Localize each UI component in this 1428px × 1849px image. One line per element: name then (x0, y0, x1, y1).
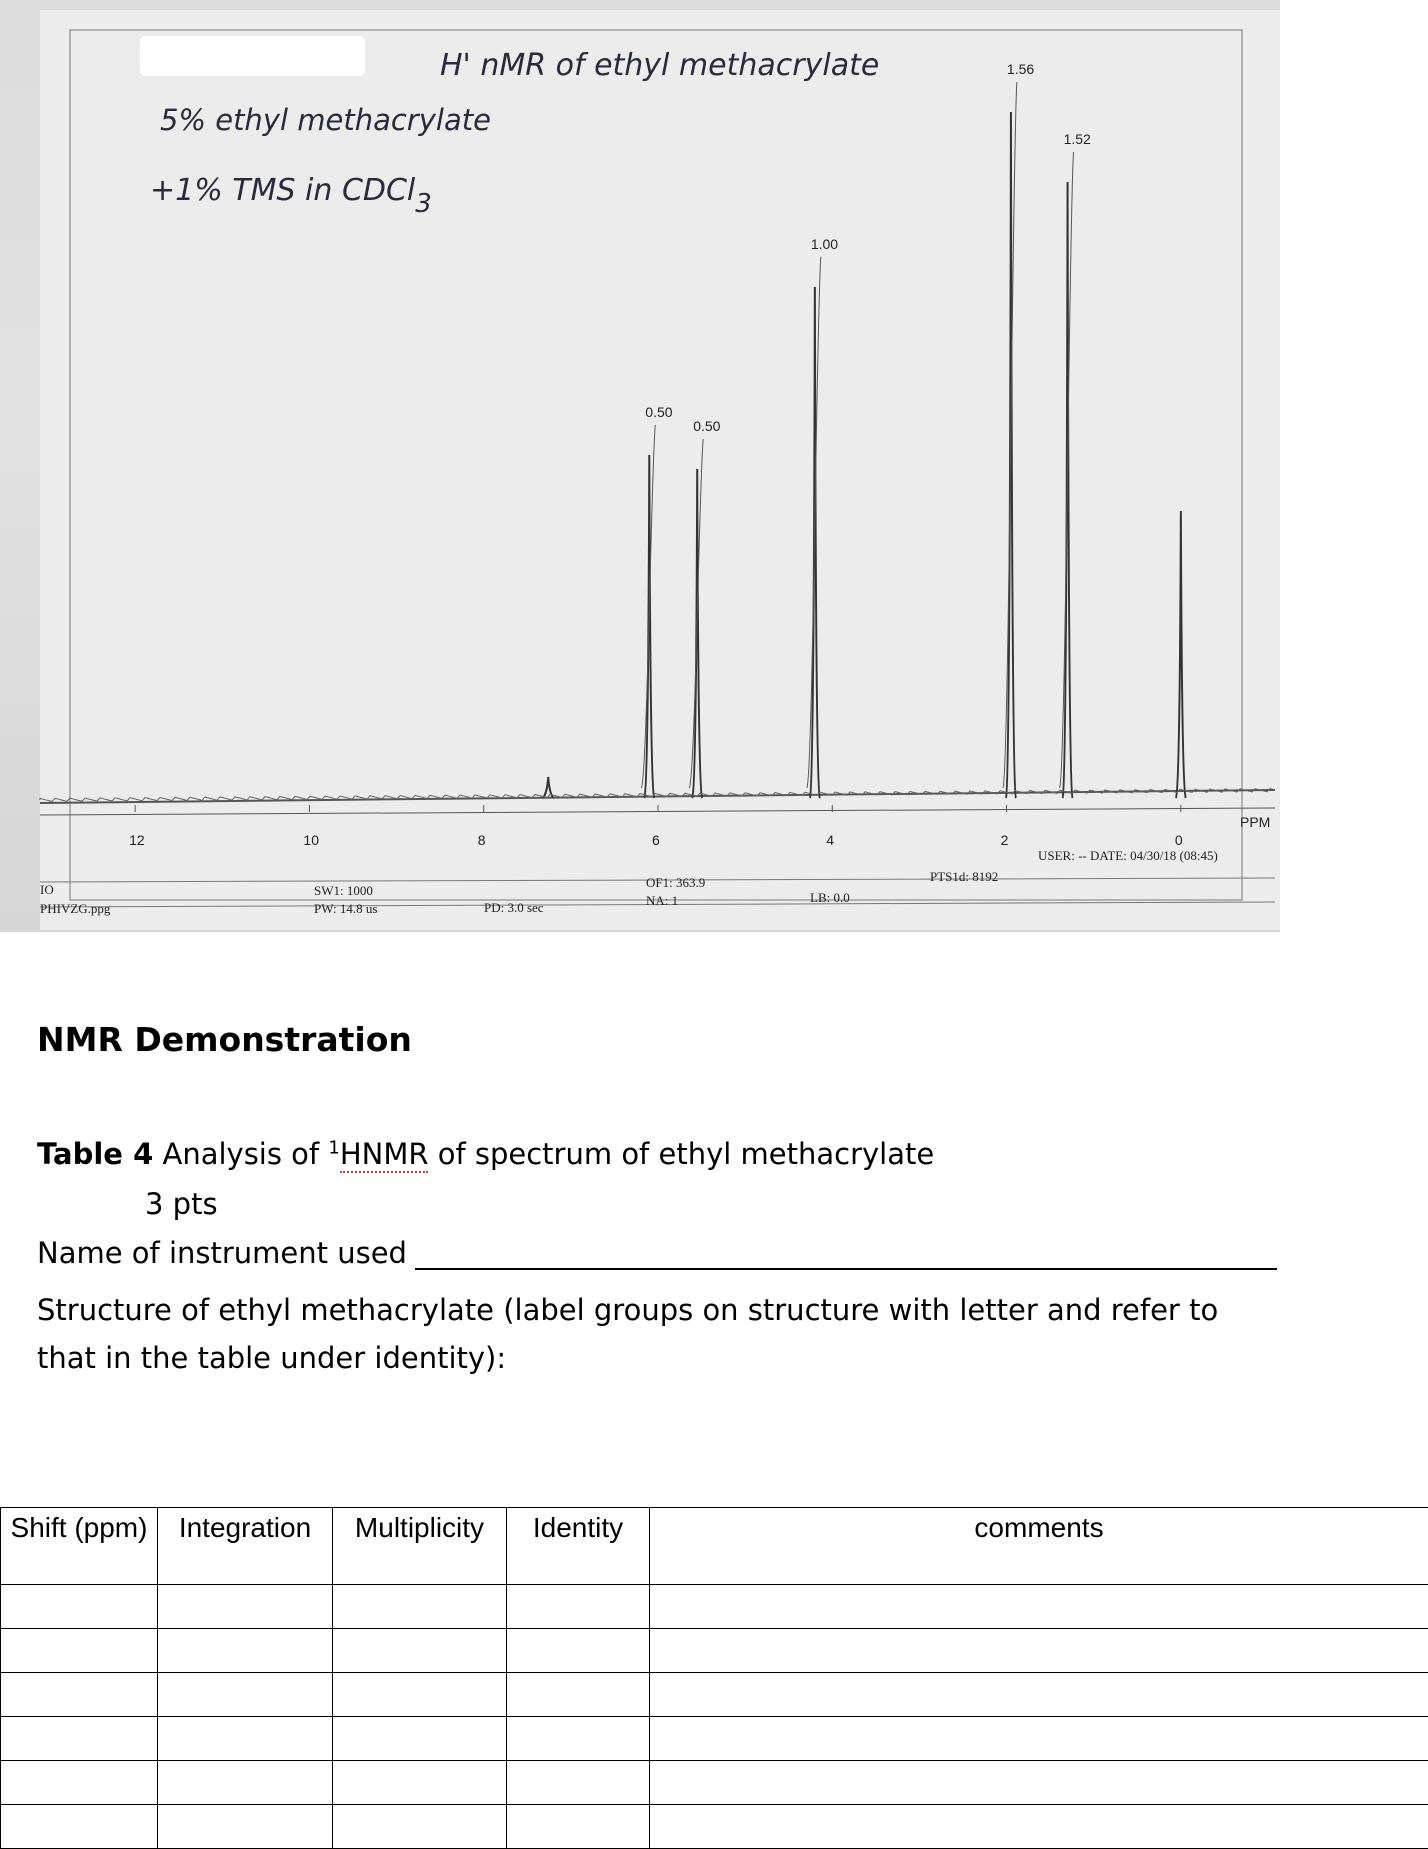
header-integration: Integration (158, 1508, 333, 1585)
table-cell[interactable] (333, 1717, 507, 1761)
table-cell[interactable] (507, 1717, 650, 1761)
integral-label: 1.56 (1006, 61, 1035, 77)
param-pw: PW: 14.8 us (314, 901, 378, 916)
header-shift: Shift (ppm) (1, 1508, 158, 1585)
axis-unit-label: PPM (1240, 814, 1271, 830)
table-row (1, 1629, 1428, 1673)
axis-tick-label: 10 (303, 832, 320, 848)
table-header-row (1, 1508, 1428, 1585)
table-row (1, 1805, 1428, 1849)
table-cell[interactable] (333, 1805, 507, 1849)
table-cell[interactable] (1, 1585, 158, 1629)
table-cell[interactable] (650, 1761, 1428, 1805)
integral-label: 1.52 (1063, 131, 1091, 147)
table-row (1, 1717, 1428, 1761)
nmr-spectrum-photo (0, 0, 1280, 932)
axis-tick-label: 6 (652, 832, 660, 848)
integral-label: 0.50 (693, 418, 721, 434)
caption-superscript: 1 (328, 1137, 340, 1159)
table-cell[interactable] (1, 1805, 158, 1849)
param-lb: LB: 0.0 (810, 890, 850, 905)
table-cell[interactable] (1, 1717, 158, 1761)
table-cell[interactable] (158, 1585, 333, 1629)
table-cell[interactable] (158, 1629, 333, 1673)
param-na: NA: 1 (646, 893, 679, 908)
table-cell[interactable] (507, 1673, 650, 1717)
instrument-label: Name of instrument used (37, 1236, 407, 1270)
redaction-blot (140, 36, 365, 76)
table-cell[interactable] (158, 1673, 333, 1717)
table-cell[interactable] (1, 1629, 158, 1673)
header-comments: comments (650, 1508, 1428, 1585)
analysis-table (0, 1507, 1428, 1849)
param-pd: PD: 3.0 sec (484, 900, 544, 915)
handwritten-title: H' nMR of ethyl methacrylate (440, 48, 880, 83)
table-cell[interactable] (158, 1761, 333, 1805)
points-label: 3 pts (145, 1187, 218, 1221)
table-cell[interactable] (333, 1629, 507, 1673)
table-cell[interactable] (158, 1805, 333, 1849)
table-cell[interactable] (1, 1761, 158, 1805)
handwritten-sample-line1: 5% ethyl methacrylate (160, 103, 491, 137)
param-of: OF1: 363.9 (646, 875, 706, 890)
structure-prompt: Structure of ethyl methacrylate (label groups on structure with letter and refer to that in the table under identity): (37, 1293, 1219, 1375)
header-identity: Identity (507, 1508, 650, 1585)
handwritten-sample-line2: +1% TMS in CDCl3 (150, 173, 432, 219)
page-heading: NMR Demonstration (37, 1020, 412, 1059)
caption-text-before: Analysis of (162, 1137, 320, 1171)
axis-tick-label: 2 (1000, 832, 1009, 848)
table-cell[interactable] (650, 1673, 1428, 1717)
axis-tick-label: 8 (477, 832, 486, 848)
param-pulse-program: PHIVZG.ppg (40, 901, 111, 916)
table-cell[interactable] (507, 1585, 650, 1629)
table-cell[interactable] (507, 1629, 650, 1673)
table-cell[interactable] (650, 1717, 1428, 1761)
instrument-line (37, 1236, 1277, 1270)
table-row (1, 1673, 1428, 1717)
axis-tick-label: 4 (826, 832, 835, 848)
caption-label: Table 4 (37, 1137, 154, 1171)
header-multiplicity: Multiplicity (333, 1508, 507, 1585)
axis-tick-label: 0 (1174, 832, 1183, 848)
axis-tick-label: 12 (129, 832, 145, 848)
caption-dotted-word: HNMR (339, 1137, 429, 1171)
table-cell[interactable] (650, 1805, 1428, 1849)
table-cell[interactable] (507, 1805, 650, 1849)
table-row (1, 1761, 1428, 1805)
integral-label: 1.00 (810, 236, 839, 252)
table-row (1, 1585, 1428, 1629)
integral-label: 0.50 (645, 404, 673, 420)
table-cell[interactable] (1, 1673, 158, 1717)
param-file-id: IO (40, 882, 54, 897)
table-cell[interactable] (650, 1629, 1428, 1673)
table-cell[interactable] (333, 1761, 507, 1805)
table-cell[interactable] (507, 1761, 650, 1805)
user-date-label: USER: -- DATE: 04/30/18 (08:45) (1038, 848, 1218, 863)
table-caption (37, 1136, 934, 1172)
param-pts: PTS1d: 8192 (930, 869, 999, 884)
table-cell[interactable] (158, 1717, 333, 1761)
instrument-blank[interactable] (415, 1236, 1277, 1270)
table-cell[interactable] (650, 1585, 1428, 1629)
nmr-spectrum (0, 0, 1280, 932)
table-cell[interactable] (333, 1673, 507, 1717)
table-cell[interactable] (333, 1585, 507, 1629)
caption-text-after: of spectrum of ethyl methacrylate (437, 1137, 935, 1171)
param-sw: SW1: 1000 (314, 883, 373, 898)
